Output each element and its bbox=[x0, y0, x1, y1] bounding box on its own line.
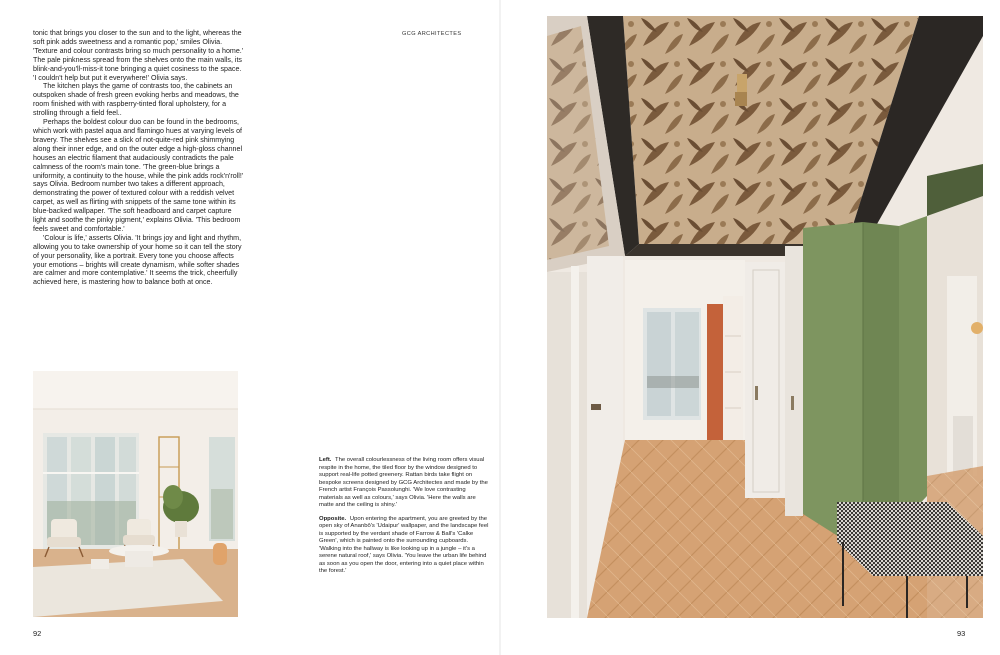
hallway-photo bbox=[547, 16, 983, 618]
body-paragraph-3: Perhaps the boldest colour duo can be found in the bedrooms, which work with pastel aqua and flamingo hues at varying levels of bravery. The shelves see a slick of not-quite-red pink shimmying along their inner edge, and on the outer edge a high-gloss channel houses an electric filament that audaciously contradicts the pale calmness of the room's main tone. 'The green-blue brings a uniformity, a continuity to the house, while the pink adds rock'n'roll!' says Olivia. Bedroom number two takes a different approach, demonstrating the power of textured colour with a reddish velvet carpet, as well as flirting with snippets of the same tone within its blue-backed wallpaper. 'The soft headboard and carpet capture light and soothe the pinky pigment,' explains Olivia. 'This bedroom feels sweet and comfortable.' bbox=[33, 118, 244, 233]
page-gutter bbox=[499, 0, 501, 655]
caption-left bbox=[319, 457, 489, 510]
body-text-column bbox=[33, 29, 245, 287]
running-head: GCG ARCHITECTES bbox=[402, 31, 462, 37]
page-number-right: 93 bbox=[957, 629, 966, 638]
body-paragraph-1: tonic that brings you closer to the sun and to the light, whereas the soft pink adds sweetness and a romantic pop,' smiles Olivia. 'Texture and colour contrasts bring so much personality to a home.' The pale pinkness spread from the shelves onto the main walls, its blink-and-you'll-miss-it tone bringing a quiet cosiness to the space. 'I couldn't help but put it everywhere!' Olivia says. bbox=[33, 29, 244, 82]
caption-left-lead: Left. bbox=[319, 457, 332, 463]
caption-opposite-text: Upon entering the apartment, you are greeted by the open sky of Ananbô's 'Udaipur' wallpaper, and the landscape feel is supported by the verdant shade of Farrow & Ball's 'Calke Green', which is painted onto the surrounding cupboards. 'Walking into the hallway is like looking up in a jungle – it's a serene natural roof,' says Olivia. 'You leave the urban life behind as soon as you open the door, entering into a quiet place within the forest.' bbox=[319, 515, 489, 574]
page-number-left: 92 bbox=[33, 629, 42, 638]
body-paragraph-4: 'Colour is life,' asserts Olivia. 'It brings joy and light and rhythm, allowing you to take ownership of your home so it can tell the story of your personality, like a portrait. Every tone you choose affects your emotions – brights will create dynamism, while softer shades are calmer and more contemplative.' It seems the trick, cheerfully achieved here, is mastering how to balance both at once. bbox=[33, 233, 242, 287]
caption-left-text: The overall colourlessness of the living room offers visual respite in the home, the tiled floor by the window designed to support real-life potted greenery. Rattan birds take flight on bespoke screens designed by GCG Architectes and made by the French artist François Passolunghi. 'We love contrasting materials as well as colours,' says Olivia. 'Here the walls are matte and the ceiling is shiny.' bbox=[319, 457, 488, 508]
living-room-photo bbox=[33, 371, 238, 617]
photo-captions bbox=[319, 457, 489, 582]
caption-opposite bbox=[319, 516, 489, 576]
body-paragraph-2: The kitchen plays the game of contrasts too, the cabinets an outspoken shade of fresh green evoking herbs and meadows, the room finished with with raspberry-tinted floral upholstery, for a strolling through a field feel.. bbox=[33, 82, 239, 118]
caption-opposite-lead: Opposite. bbox=[319, 515, 347, 522]
